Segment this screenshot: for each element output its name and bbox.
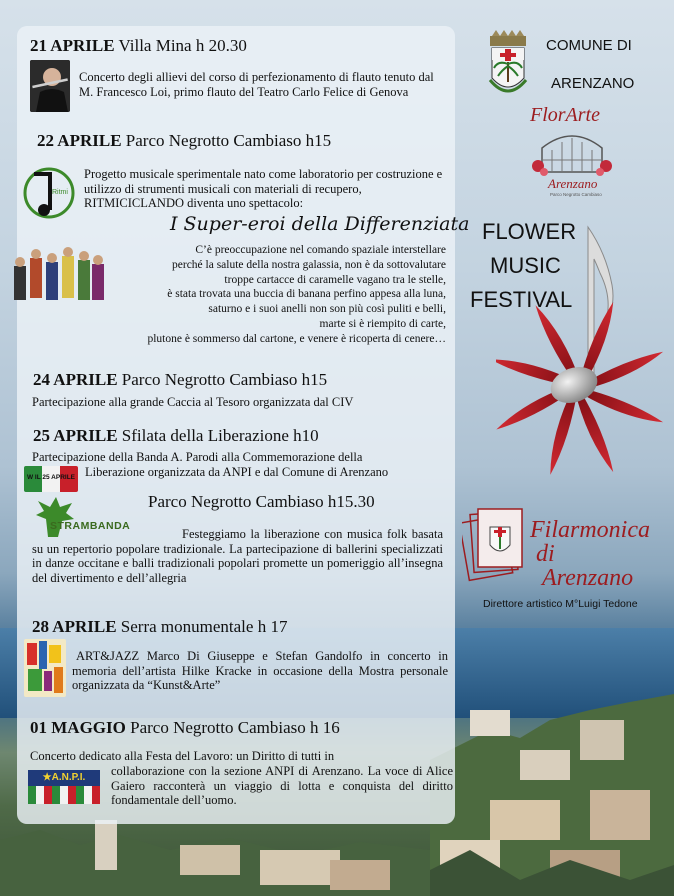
- filarmonica-emblem: [462, 505, 524, 583]
- event-venue-secondary: Parco Negrotto Cambiaso h15.30: [148, 492, 375, 511]
- event-description-line1: Concerto dedicato alla Festa del Lavoro: un Diritto di tutti in: [30, 749, 335, 763]
- florarte-caption: Parco Negrotto Cambiaso: [550, 192, 602, 197]
- filarmonica-line: Filarmonica: [530, 517, 650, 543]
- liberation-badge-text: W IL 25 APRILE: [26, 474, 76, 481]
- event-date: 01 MAGGIO: [30, 718, 126, 737]
- anpi-text: ★A.N.P.I.: [42, 772, 86, 783]
- poem-line: troppe cartacce di caramelle vagano tra le stelle,: [224, 273, 446, 286]
- comune-coat-of-arms: [486, 30, 530, 102]
- event-date: 21 APRILE: [30, 36, 115, 55]
- comune-name: ARENZANO: [551, 75, 635, 92]
- festival-line: FESTIVAL: [470, 287, 573, 312]
- event-description: Concerto degli allievi del corso di perfezionamento di flauto tenuto dal M. Francesco Loi, primo flauto del Teatro Carlo Felice di Genova: [79, 70, 434, 99]
- event-date: 24 APRILE: [33, 370, 118, 389]
- event-date: 25 APRILE: [33, 426, 118, 445]
- poem-line: C’è preoccupazione nel comando spaziale interstellare: [195, 244, 446, 256]
- flutist-photo: [30, 60, 70, 112]
- event-date: 28 APRILE: [32, 617, 117, 636]
- event-header-01-maggio: [30, 718, 340, 738]
- event-header-28-aprile: [32, 617, 287, 637]
- event-date: 22 APRILE: [37, 131, 122, 150]
- greenhouse-icon: [530, 126, 614, 178]
- svg-text:Ritmi: Ritmi: [52, 189, 68, 196]
- event-venue: Villa Mina h 20.30: [114, 36, 247, 55]
- event-venue: Parco Negrotto Cambiaso h 16: [125, 718, 340, 737]
- event-header-25-aprile: [33, 426, 319, 446]
- event-header-24-aprile: [33, 370, 327, 390]
- festival-line: MUSIC: [490, 253, 561, 278]
- comune-title: COMUNE DI: [546, 37, 632, 54]
- poem: [40, 243, 446, 347]
- event-venue: Sfilata della Liberazione h10: [117, 426, 319, 445]
- event-header-22-aprile: [37, 131, 331, 151]
- event-header-21-aprile: [30, 36, 247, 56]
- florarte-title: FlorArte: [530, 104, 600, 126]
- festival-line: FLOWER: [482, 219, 577, 244]
- artjazz-image: [24, 639, 66, 697]
- artistic-director: Direttore artistico M°Luigi Tedone: [483, 598, 638, 610]
- anpi-badge: [28, 770, 100, 804]
- event-description-line2: Liberazione organizzata da ANPI e dal Comune di Arenzano: [85, 465, 389, 479]
- liberation-badge: [24, 466, 78, 492]
- event-description: ART&JAZZ Marco Di Giuseppe e Stefan Gandolfo in concerto in memoria dell’artista Hilke Kracke in occasione della Mostra personale organizzata da “Kunst&Arte”: [72, 649, 448, 692]
- event-venue: Parco Negrotto Cambiaso h15: [117, 370, 328, 389]
- filarmonica-line: Arenzano: [542, 565, 634, 591]
- event-venue: Parco Negrotto Cambiaso h15: [121, 131, 332, 150]
- filarmonica-title: [530, 518, 650, 590]
- strambanda-text: STRAMBANDA: [50, 520, 131, 532]
- florarte-logo: [524, 104, 620, 200]
- florarte-subtitle: Arenzano: [548, 176, 598, 191]
- event-venue: Serra monumentale h 17: [116, 617, 288, 636]
- flower-music-note-icon: [496, 215, 664, 490]
- event-description: Partecipazione alla grande Caccia al Tesoro organizzata dal CIV: [32, 395, 354, 409]
- show-title: I Super-eroi della Differenziata: [170, 213, 470, 235]
- event-description: Festeggiamo la liberazione con musica folk basata su un repertorio popolare tradizionale. La partecipazione di ballerini specializzati in danze occitane e balli tradizionali popolari promette un pomeriggio all’insegna del divertimento e dell’allegria: [32, 527, 443, 585]
- poem-line: è stata trovata una buccia di banana perfino appesa alla luna,: [167, 288, 446, 301]
- poem-line: marte si è riempito di carte,: [319, 317, 446, 330]
- event-description: Progetto musicale sperimentale nato come laboratorio per costruzione e utilizzo di strumenti musicali con materiali di recupero, RITMICICLANDO diventa uno spettacolo:: [84, 167, 443, 210]
- poem-line: plutone è sommerso dal cartone, e venere è ricoperta di cenere…: [147, 332, 446, 345]
- filarmonica-line: di: [536, 541, 555, 567]
- event-description-line2: collaborazione con la sezione ANPI di Arenzano. La voce di Alice Gaiero racconterà un viaggio di lotta e conquista del diritto fondamentale dell’uomo.: [111, 764, 453, 807]
- town-photo: [430, 690, 674, 896]
- poem-line: perché la salute della nostra galassia, non è da sottovalutare: [172, 258, 446, 271]
- event-description-line1: Partecipazione della Banda A. Parodi alla Commemorazione della: [32, 450, 363, 464]
- ritmiciclando-logo: [22, 164, 76, 222]
- poem-line: saturno e i suoi anelli non son più così puliti e belli,: [208, 303, 446, 316]
